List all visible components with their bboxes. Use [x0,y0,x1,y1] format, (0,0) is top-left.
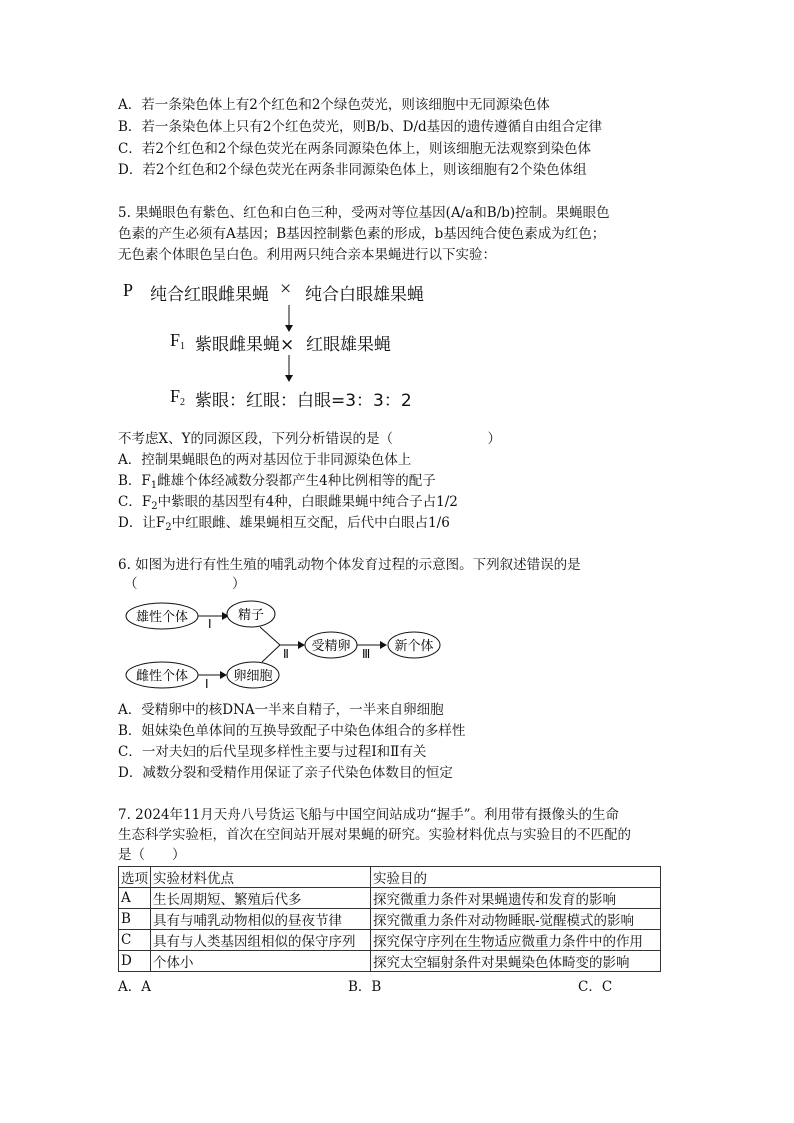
step-1-label-bottom: Ⅰ [205,677,209,691]
cross-symbol: × [280,278,292,300]
svg-text:雄性个体: 雄性个体 [135,610,189,625]
q5-option-d: D．让$F_2$中红眼雌、雄果蝇相互交配，后代中白眼占1/6 [118,515,450,533]
q6-option-c: C．一对夫妇的后代呈现多样性主要与过程Ⅰ和Ⅱ有关 [118,744,427,760]
q5-option-c: C．$F_2$中紫眼的基因型有4种，白眼雌果蝇中纯合子占1/2 [118,494,458,512]
female-individual-node [126,662,198,688]
header-cell: 实验目的 [371,867,661,888]
svg-text:雌性个体: 雌性个体 [135,669,189,684]
table-cell: 具有与哺乳动物相似的昼夜节律 [151,909,371,930]
zygote-node [305,632,357,658]
f1-male: 红眼雄果蝇 [306,335,391,355]
table-cell: 探究太空辐射条件对果蝇染色体畸变的影响 [371,951,661,972]
table-cell: 个体小 [151,951,371,972]
f1-label: $F_1$ [170,330,186,352]
header-cell: 实验材料优点 [151,867,371,888]
table-cell: 探究保守序列在生物适应微重力条件中的作用 [371,930,661,951]
q4-option-d: D．若2个红色和2个绿色荧光在两条非同源染色体上，则该细胞有2个染色体组 [118,162,587,178]
table-row [119,951,661,972]
table-cell: C [119,930,151,951]
table-cell: 生长周期短、繁殖后代多 [151,888,371,909]
arrow-p-to-f1 [282,305,296,333]
table-cell: B [119,909,151,930]
table-cell: 探究微重力条件对动物睡眠-觉醒模式的影响 [371,909,661,930]
arrow-f1-to-f2 [282,355,296,383]
q5-stem-line2: 色素的产生必须有A基因；B基因控制紫色素的形成，b基因纯合使色素成为红色； [118,226,606,242]
q6-option-a: A．受精卵中的核DNA一半来自精子，一半来自卵细胞 [118,702,444,718]
q5-option-a: A．控制果蝇眼色的两对基因位于非同源染色体上 [118,452,412,468]
q7-stem-line1: 7. 2024年11月天舟八号货运飞船与中国空间站成功“握手”。利用带有摄像头的生命 [118,807,620,823]
table-cell: 探究微重力条件对果蝇遗传和发育的影响 [371,888,661,909]
q5-stem-line3: 无色素个体眼色呈白色。利用两只纯合亲本果蝇进行以下实验： [118,247,496,263]
q7-option-a: A．A [118,979,151,995]
q4-option-b: B．若一条染色体上只有2个红色荧光，则B/b、D/d基因的遗传遵循自由组合定律 [118,119,603,135]
q5-question: 不考虑X、Y的同源区段，下列分析错误的是（ ） [118,431,502,447]
p-male: 纯合白眼雄果蝇 [305,285,424,305]
step-1-label-top: Ⅰ [208,617,212,631]
q5-stem-line1: 5. 果蝇眼色有紫色、红色和白色三种，受两对等位基因(A/a和B/b)控制。果蝇眼色 [118,205,610,221]
header-cell: 选项 [119,867,151,888]
table-header-row [119,867,661,888]
q6-stem-line2: （ ） [124,576,246,592]
q4-option-c: C．若2个红色和2个绿色荧光在两条同源染色体上，则该细胞无法观察到染色体 [118,141,592,157]
svg-text:受精卵: 受精卵 [311,639,351,654]
table-cell: 具有与人类基因组相似的保守序列 [151,930,371,951]
p-female: 纯合红眼雌果蝇 [150,285,269,305]
q7-stem-line3: 是（ ） [118,847,186,863]
q5-option-b: B．$F_1$雌雄个体经减数分裂都产生4种比例相等的配子 [118,473,436,491]
f1-female: 紫眼雌果蝇× [195,335,295,355]
table-row [119,888,661,909]
table-cell: A [119,888,151,909]
step-2-label: Ⅱ [283,647,289,661]
f2-result: 紫眼：红眼：白眼=3：3：2 [195,391,412,411]
q4-option-a: A．若一条染色体上有2个红色和2个绿色荧光，则该细胞中无同源染色体 [118,97,550,113]
q7-option-b: B．B [348,979,382,995]
p-generation-label: P [123,280,134,300]
male-individual-node [126,603,198,629]
q7-stem-line2: 生态科学实验柜，首次在空间站开展对果蝇的研究。实验材料优点与实验目的不匹配的 [118,827,631,843]
step-3-label: Ⅲ [362,647,371,661]
new-individual-node [388,632,440,658]
experiment-table [118,866,661,972]
q6-option-b: B．姐妹染色单体间的互换导致配子中染色体组合的多样性 [118,723,466,739]
table-row [119,909,661,930]
svg-text:新个体: 新个体 [394,639,434,654]
egg-node [227,662,279,688]
f2-label: $F_2$ [170,386,186,408]
table-cell: D [119,951,151,972]
q7-option-c: C．C [578,979,613,995]
svg-text:精子: 精子 [237,608,265,623]
q6-stem-line1: 6. 如图为进行有性生殖的哺乳动物个体发育过程的示意图。下列叙述错误的是 [118,557,581,573]
table-row [119,930,661,951]
reproduction-diagram [118,595,458,695]
sperm-node [227,601,275,627]
q6-option-d: D．减数分裂和受精作用保证了亲子代染色体数目的恒定 [118,765,453,781]
svg-text:卵细胞: 卵细胞 [233,669,273,684]
